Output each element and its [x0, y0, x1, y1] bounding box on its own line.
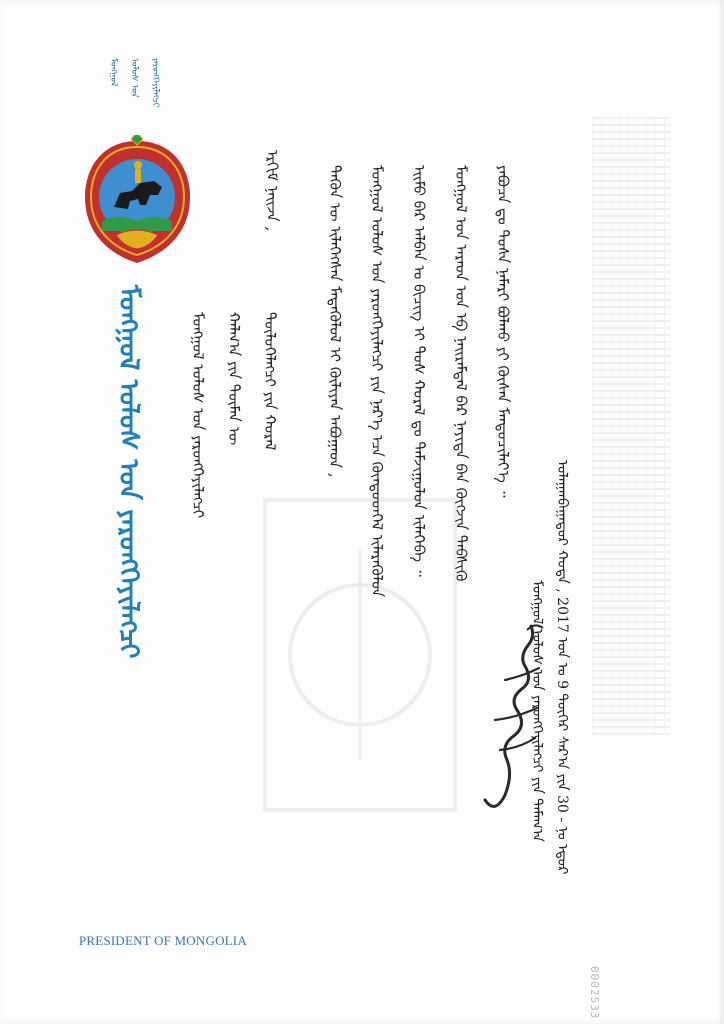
greeting: ᠡᠷᠬᠢᠮ ᠨᠠᠢᠵᠠ ,: [263, 150, 281, 232]
letterhead-title: ᠮᠣᠩᠭᠣᠯ ᠤᠯᠤᠰ ᠤᠨ ᠶᠡᠷᠦᠩᠬᠡᠶᠢᠯᠡᠭᠴᠢ: [113, 285, 144, 659]
corner-line: ᠮᠣᠩᠭᠣᠯ: [108, 58, 118, 87]
address-line: ᠮᠣᠩᠭᠣᠯ ᠤᠯᠤᠰ ᠤᠨ ᠶᠡᠷᠦᠩᠬᠡᠶᠢᠯᠡᠭᠴᠢ: [189, 312, 207, 519]
address-line: ᠲᠥᠯᠥᠭᠡᠯᠡᠭᠴᠢ ᠶᠢᠨ ᠬᠤᠷᠠᠯ: [261, 312, 279, 451]
address-line: ᠬᠠᠯᠬ᠎ᠠ ᠶᠢᠨ ᠲᠦᠮᠡᠨ ᠦ: [225, 312, 243, 446]
security-pattern: [592, 115, 670, 735]
body-line: ᠲᠡᠭᠦᠨ ᠦ ᠢᠯᠡᠭᠡᠭᠰᠡᠨ ᠮᠡᠳᠡᠭᠦᠯᠦᠯ ᠢ ᠬᠦᠯᠢᠶᠡᠨ ᠠᠪᠤᠭᠠᠳ ,: [326, 165, 344, 478]
recipient-address: [188, 312, 286, 572]
corner-line: ᠶᠡᠷᠦᠩᠬᠡᠶᠢᠯᠡᠭᠴᠢ: [150, 58, 160, 108]
president-label: PRESIDENT OF MONGOLIA: [79, 933, 247, 948]
state-emblem-icon: [80, 135, 195, 270]
corner-header: [108, 58, 166, 118]
letter-body: [325, 165, 519, 955]
serial-number: 0002533: [588, 966, 601, 1020]
body-line: ᠶᠠᠪᠤᠴᠠ ᠳᠤ ᠲᠤᠰᠠ ᠨᠡᠮᠡᠷᠢ ᠪᠣᠯᠬᠤ ᠶᠢ ᠬᠦᠰᠡᠨ ᠮᠡᠨᠳᠦᠴᠢᠯᠡᠶ᠎ᠡ ᠃: [494, 165, 512, 498]
body-line: ᠡᠢᠮᠦ ᠪᠠᠷ ᠠᠯᠪᠠᠨ ᠤ ᠪᠢᠴᠢᠭ ᠢ ᠲᠤᠰ ᠬᠤᠷᠠᠯ ᠳᠤ ᠳᠠᠮᠵᠢᠭᠤᠯᠤᠨ ᠢᠯᠡᠭᠡᠪᠡ ᠃: [410, 165, 428, 577]
body-line: ᠮᠣᠩᠭᠣᠯ ᠤᠯᠤᠰ ᠤᠨ ᠶᠡᠷᠦᠩᠬᠡᠶᠢᠯᠡᠭᠴᠢ ᠶᠢᠨ ᠨᠡᠷ᠎ᠡ ᠡᠴᠡ ᠬᠦᠨᠳᠦᠳᠬᠡᠯ ᠢᠯᠡᠷᠡᠭᠦᠯᠦᠨ: [368, 165, 386, 597]
closing-signoff: ᠮᠣᠩᠭᠣᠯ ᠤᠯᠤᠰ ᠤᠨ ᠶᠡᠷᠦᠩᠬᠡᠶᠢᠯᠡᠭᠴᠢ ᠶᠢᠨ ᠲᠠᠮᠠᠭ᠎ᠠ: [529, 580, 545, 842]
corner-line: ᠤᠯᠤᠰ ᠤᠨ: [129, 58, 139, 98]
closing-date: ᠤᠯᠠᠭᠠᠨᠪᠠᠭᠠᠲᠤᠷ ᠬᠣᠲᠠ , 2017 ᠣᠨ ᠤ 9 ᠳᠦᠭᠡᠷ ᠰᠠᠷ᠎ᠠ ᠶᠢᠨ 30 - ᠨᠤ ᠡᠳᠦᠷ: [554, 460, 570, 875]
body-line: ᠮᠣᠩᠭᠣᠯ ᠤᠨ ᠠᠷᠠᠳ ᠤᠨ ᠡᠪ ᠨᠠᠢᠷᠠᠮᠳᠠᠯ ᠪᠠᠷ ᠨᠡᠶᠢᠲᠡ ᠪᠡᠨ ᠬᠥᠭᠵᠢᠨ ᠳᠡᠪᠱᠢᠬᠦ: [452, 165, 470, 582]
